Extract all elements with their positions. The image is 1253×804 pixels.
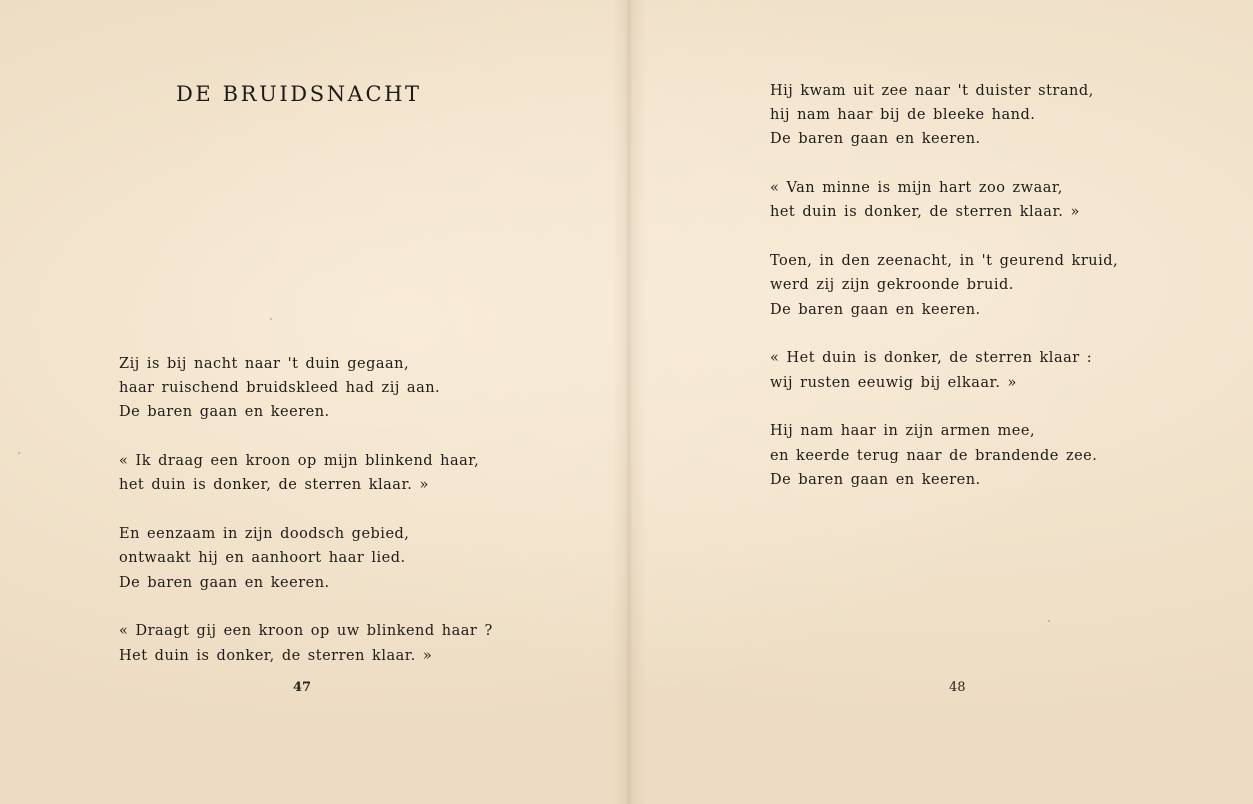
verse-line: het duin is donker, de sterren klaar. » [770,204,1080,221]
paper-speck [18,452,20,454]
verse-line: Hij nam haar in zijn armen mee, [770,423,1036,440]
stanza [770,249,1210,322]
verse-line: Het duin is donker, de sterren klaar. » [119,647,433,664]
verse-line: werd zij zijn gekroonde bruid. [770,277,1014,294]
right-page [628,0,1253,804]
paper-speck [270,318,272,320]
stanza [770,79,1210,152]
stanza [119,449,519,497]
verse-line: « Van minne is mijn hart zoo zwaar, [770,180,1063,197]
verse-line: ontwaakt hij en aanhoort haar lied. [119,550,406,567]
stanza [119,352,519,425]
verse-line: De baren gaan en keeren. [770,301,981,318]
verse-line: De baren gaan en keeren. [119,574,330,591]
verse-line: Hij kwam uit zee naar 't duister strand, [770,83,1094,99]
page-number: 48 [949,680,966,695]
stanza [770,419,1210,492]
stanza [119,619,519,667]
verse-line: « Draagt gij een kroon op uw blinkend haar ? [119,623,493,640]
verse-line: En eenzaam in zijn doodsch gebied, [119,526,410,543]
verse-line: hij nam haar bij de bleeke hand. [770,107,1036,124]
verse-line: « Ik draag een kroon op mijn blinkend haar, [119,453,480,470]
verse-line: « Het duin is donker, de sterren klaar : [770,350,1093,367]
paper-speck [1048,620,1050,622]
page-number: 47 [293,680,312,695]
right-page-verses [770,79,1210,492]
poem-title: DE BRUIDSNACHT [176,82,422,106]
stanza [119,522,519,595]
verse-line: het duin is donker, de sterren klaar. » [119,477,429,494]
verse-line: Toen, in den zeenacht, in 't geurend kruid, [770,253,1119,270]
stanza [770,176,1210,224]
verse-line: haar ruischend bruidskleed had zij aan. [119,380,441,397]
left-page-verses [119,352,519,668]
verse-line: Zij is bij nacht naar 't duin gegaan, [119,356,410,372]
verse-line: De baren gaan en keeren. [119,404,330,421]
verse-line: en keerde terug naar de brandende zee. [770,447,1098,464]
verse-line: wij rusten eeuwig bij elkaar. » [770,374,1017,391]
verse-line: De baren gaan en keeren. [770,131,981,148]
stanza [770,346,1210,394]
verse-line: De baren gaan en keeren. [770,471,981,488]
